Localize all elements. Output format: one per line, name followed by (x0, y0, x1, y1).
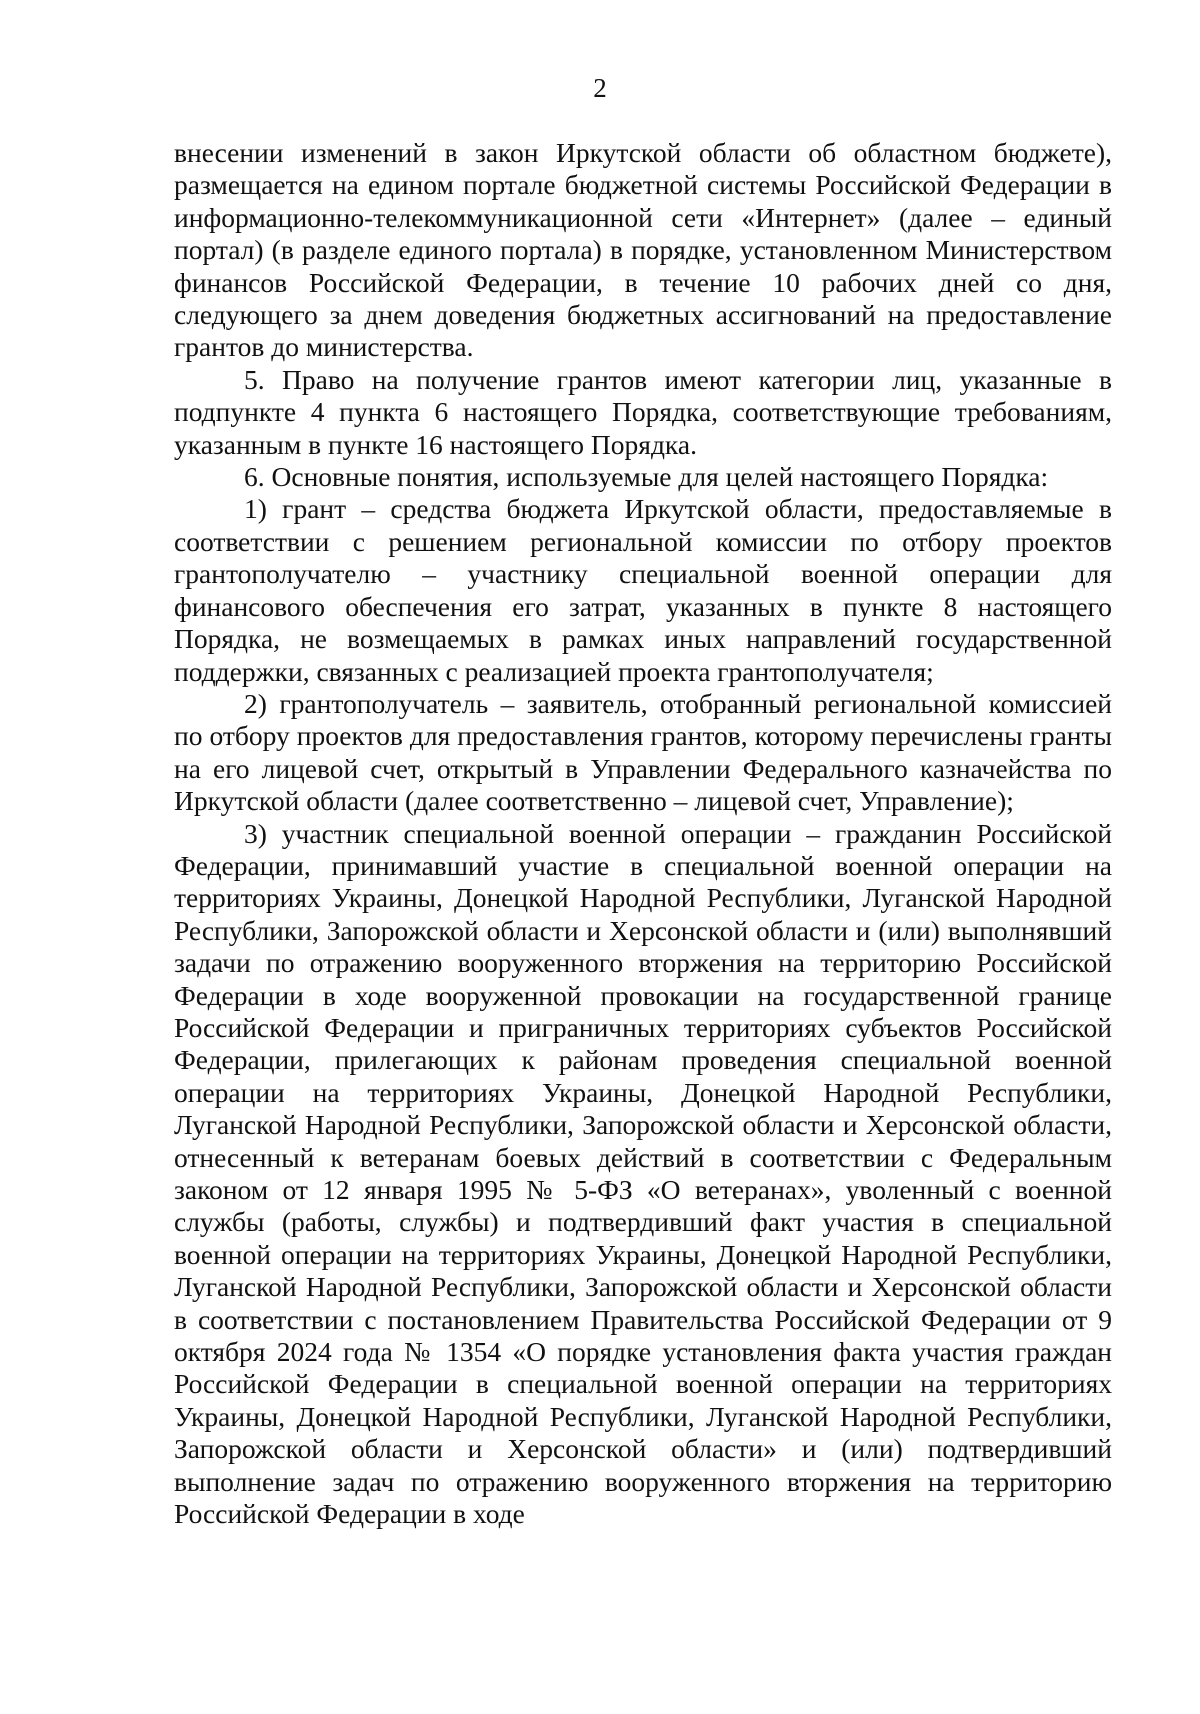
paragraph-item-5: 5. Право на получение грантов имеют категории лиц, указанные в подпункте 4 пункта 6 настоящего Порядка, соответствующие требованиям, указанным в пункте 16 настоящего Порядка. (174, 363, 1112, 460)
paragraph-item-6: 6. Основные понятия, используемые для целей настоящего Порядка: (244, 461, 1049, 493)
paragraph-subitem-2-grantee: 2) грантополучатель – заявитель, отобранный региональной комиссией по отбору проектов для предоставления грантов, которому перечислены гранты на его лицевой счет, открытый в Управлении Федерального казначейства по Иркутской области (далее соответственно – лицевой счет, Управление); (174, 687, 1112, 817)
paragraph-continuation: внесении изменений в закон Иркутской области об областном бюджете), размещается на едином портале бюджетной системы Российской Федерации в информационно-телекоммуникационной сети «Интернет» (далее – единый портал) (в разделе единого портала) в порядке, установленном Министерством финансов Российской Федерации, в течение 10 рабочих дней со дня, следующего за днем доведения бюджетных ассигнований на предоставление грантов до министерства. (174, 137, 1112, 363)
page-number: 2 (593, 73, 607, 103)
document-body (174, 137, 1112, 1530)
paragraph-subitem-1-grant: 1) грант – средства бюджета Иркутской области, предоставляемые в соответствии с решением региональной комиссии по отбору проектов грантополучателю – участнику специальной военной операции для финансового обеспечения его затрат, указанных в пункте 8 настоящего Порядка, не возмещаемых в рамках иных направлений государственной поддержки, связанных с реализацией проекта грантополучателя; (174, 493, 1112, 687)
paragraph-subitem-3-participant: 3) участник специальной военной операции – гражданин Российской Федерации, принимавший участие в специальной военной операции на территориях Украины, Донецкой Народной Республики, Луганской Народной Республики, Запорожской области и Херсонской области и (или) выполнявший задачи по отражению вооруженного вторжения на территорию Российской Федерации в ходе вооруженной провокации на государственной границе Российской Федерации и приграничных территориях субъектов Российской Федерации, прилегающих к районам проведения специальной военной операции на территориях Украины, Донецкой Народной Республики, Луганской Народной Республики, Запорожской области и Херсонской области, отнесенный к ветеранам боевых действий в соответствии с Федеральным законом от 12 января 1995 № 5-ФЗ «О ветеранах», уволенный с военной службы (работы, службы) и подтвердивший факт участия в специальной военной операции на территориях Украины, Донецкой Народной Республики, Луганской Народной Республики, Запорожской области и Херсонской области в соответствии с постановлением Правительства Российской Федерации от 9 октября 2024 года № 1354 «О порядке установления факта участия граждан Российской Федерации в специальной военной операции на территориях Украины, Донецкой Народной Республики, Луганской Народной Республики, Запорожской области и Херсонской области» и (или) подтвердивший выполнение задач по отражению вооруженного вторжения на территорию Российской Федерации в ходе (174, 817, 1112, 1530)
